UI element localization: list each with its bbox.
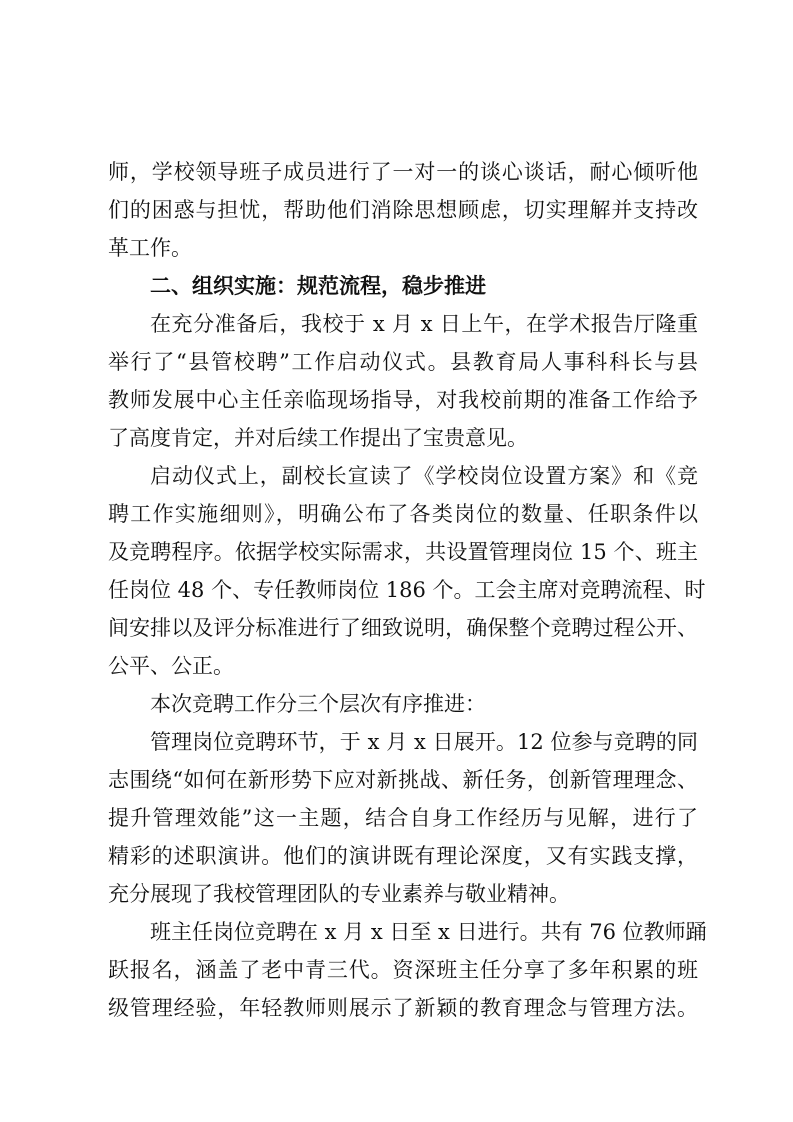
text-line: 管理岗位竞聘环节，于 x 月 x 日展开。12 位参与竞聘的同 (150, 730, 698, 754)
text-line: 公平、公正。 (108, 654, 234, 678)
text-line: 任岗位 48 个、专任教师岗位 186 个。工会主席对竞聘流程、时 (108, 578, 706, 602)
text-line: 班主任岗位竞聘在 x 月 x 日至 x 日进行。共有 76 位教师踊 (150, 920, 707, 944)
text-line: 聘工作实施细则》，明确公布了各类岗位的数量、任职条件以 (108, 502, 698, 526)
text-line: 启动仪式上，副校长宣读了《学校岗位设置方案》和《竞 (150, 464, 698, 488)
text-line: 在充分准备后，我校于 x 月 x 日上午，在学术报告厅隆重 (150, 312, 698, 336)
text-line: 教师发展中心主任亲临现场指导，对我校前期的准备工作给予 (108, 388, 698, 412)
text-line: 间安排以及评分标准进行了细致说明，确保整个竞聘过程公开、 (108, 616, 698, 640)
document-page (108, 153, 707, 1027)
text-line: 本次竞聘工作分三个层次有序推进： (150, 692, 486, 716)
text-line: 志围绕“如何在新形势下应对新挑战、新任务，创新管理理念、 (108, 768, 698, 792)
text-line: 及竞聘程序。依据学校实际需求，共设置管理岗位 15 个、班主 (108, 540, 698, 564)
text-line: 师，学校领导班子成员进行了一对一的谈心谈话，耐心倾听他 (108, 160, 698, 184)
text-line: 们的困惑与担忧，帮助他们消除思想顾虑，切实理解并支持改 (108, 198, 698, 222)
text-line: 精彩的述职演讲。他们的演讲既有理论深度，又有实践支撑， (108, 844, 698, 868)
text-line: 提升管理效能”这一主题，结合自身工作经历与见解，进行了 (108, 806, 698, 830)
text-line: 跃报名，涵盖了老中青三代。资深班主任分享了多年积累的班 (108, 958, 698, 982)
text-line: 举行了“县管校聘”工作启动仪式。县教育局人事科科长与县 (108, 350, 698, 374)
text-line: 级管理经验，年轻教师则展示了新颖的教育理念与管理方法。 (108, 996, 698, 1020)
text-line: 充分展现了我校管理团队的专业素养与敬业精神。 (108, 882, 570, 906)
section-heading: 二、组织实施：规范流程，稳步推进 (150, 273, 486, 298)
text-line: 了高度肯定，并对后续工作提出了宝贵意见。 (108, 426, 528, 450)
text-line: 革工作。 (108, 236, 192, 260)
